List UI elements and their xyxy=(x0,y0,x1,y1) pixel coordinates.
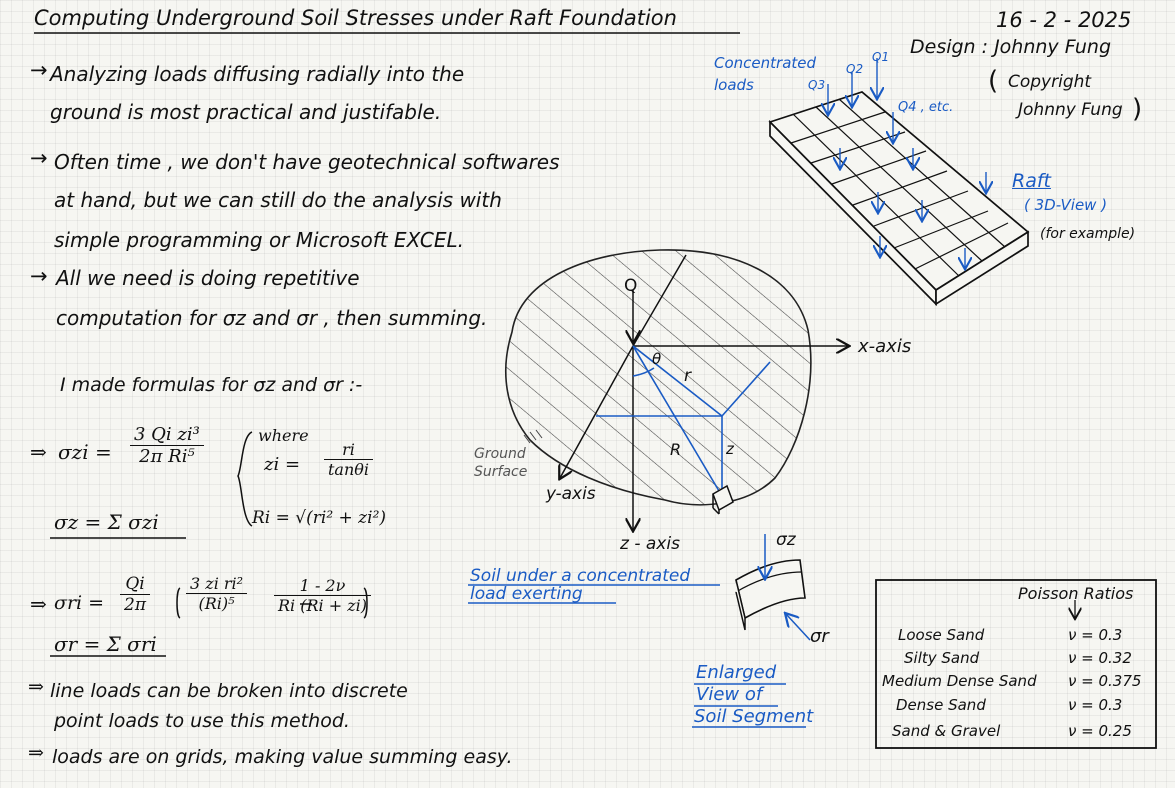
poisson-row-5-soil: Sand & Gravel xyxy=(892,722,1001,740)
poisson-row-1-value: ν = 0.3 xyxy=(1068,626,1123,644)
sigma-ri-coef xyxy=(120,574,150,615)
segment-sigma-z: σz xyxy=(776,530,796,550)
bullet2-line2: at hand, but we can still do the analysis with xyxy=(54,188,502,212)
ri-formula: Ri = √(ri² + zi²) xyxy=(252,508,387,528)
x-axis-label: x-axis xyxy=(858,336,912,357)
copyright-line2: Johnny Fung xyxy=(1018,100,1123,120)
enlarged-segment xyxy=(736,534,810,640)
paren-right: ) xyxy=(1132,94,1143,124)
poisson-row-3-soil: Medium Dense Sand xyxy=(882,672,1037,690)
theta-label: θ xyxy=(652,350,662,368)
bullet-arrow-2: → xyxy=(30,146,48,170)
q1-label: Q1 xyxy=(872,50,890,64)
bullet2-line3: simple programming or Microsoft EXCEL. xyxy=(54,228,465,252)
term2-num: 1 - 2ν xyxy=(274,576,371,596)
bullet-arrow-3: → xyxy=(30,264,48,288)
sigma-z-sum: σz = Σ σzi xyxy=(54,510,159,534)
note1-line2: point loads to use this method. xyxy=(54,710,350,732)
implies-2: ⇒ xyxy=(30,592,47,616)
poisson-row-5-value: ν = 0.25 xyxy=(1068,722,1132,740)
sigma-ri-term2 xyxy=(274,576,371,615)
segment-caption-1: Enlarged xyxy=(696,662,777,683)
raft-example-label: (for example) xyxy=(1040,226,1136,242)
concentrated-loads-label-1: Concentrated xyxy=(714,54,817,72)
poisson-title: Poisson Ratios xyxy=(1018,584,1134,603)
implies-3: ⇒ xyxy=(28,676,44,698)
sigma-ri-coef-num: Qi xyxy=(120,574,150,595)
designer: Design : Johnny Fung xyxy=(910,36,1112,58)
note1-line1: line loads can be broken into discrete xyxy=(50,680,408,702)
soil-caption-2: load exerting xyxy=(470,584,583,604)
sigma-zi-fraction xyxy=(130,424,204,467)
term1-num: 3 zi ri² xyxy=(186,574,247,594)
sigma-zi-denominator: 2π Ri⁵ xyxy=(139,446,195,467)
bullet-arrow-1: → xyxy=(30,58,48,82)
poisson-row-1-soil: Loose Sand xyxy=(898,626,985,644)
q-label: Q xyxy=(624,276,638,296)
soil-mass xyxy=(506,250,811,505)
sigma-zi-lhs: σzi = xyxy=(58,440,112,464)
bullet1-line1: Analyzing loads diffusing radially into the xyxy=(50,62,465,86)
bullet2-line1: Often time , we don't have geotechnical softwares xyxy=(54,150,560,174)
bullet3-line1: All we need is doing repetitive xyxy=(56,266,360,290)
r-label: r xyxy=(684,366,691,386)
R-label: R xyxy=(670,440,682,459)
bullet1-line2: ground is most practical and justifable. xyxy=(50,100,442,124)
ground-label-1: Ground xyxy=(474,446,526,462)
note2: loads are on grids, making value summing easy. xyxy=(52,746,513,768)
implies-1: ⇒ xyxy=(30,440,47,464)
ground-label-2: Surface xyxy=(474,464,528,480)
poisson-row-2-value: ν = 0.32 xyxy=(1068,649,1132,667)
zi-lhs: zi = xyxy=(264,454,301,475)
poisson-row-3-value: ν = 0.375 xyxy=(1068,672,1142,690)
copyright-line1: Copyright xyxy=(1008,72,1092,92)
segment-caption-3: Soil Segment xyxy=(694,706,814,727)
y-axis-label: y-axis xyxy=(546,484,596,504)
formulas-intro: I made formulas for σz and σr :- xyxy=(60,374,363,396)
sigma-ri-coef-den: 2π xyxy=(124,595,146,615)
poisson-row-4-soil: Dense Sand xyxy=(896,696,986,714)
q2-label: Q2 xyxy=(846,62,864,76)
segment-sigma-r: σr xyxy=(810,626,829,647)
zi-denominator: tanθi xyxy=(328,460,370,479)
q3-label: Q3 xyxy=(808,78,826,92)
raft-view-label: ( 3D-View ) xyxy=(1024,196,1108,214)
sigma-zi-numerator: 3 Qi zi³ xyxy=(130,424,204,446)
sigma-r-sum: σr = Σ σri xyxy=(54,632,157,656)
where-label: where xyxy=(258,426,309,445)
poisson-row-2-soil: Silty Sand xyxy=(904,649,980,667)
paren-left: ( xyxy=(988,66,999,96)
concentrated-loads-label-2: loads xyxy=(714,76,754,94)
zi-fraction xyxy=(324,440,373,479)
soil-caption-1: Soil under a concentrated xyxy=(470,566,691,586)
z-axis-label: z - axis xyxy=(620,534,680,554)
z-label: z xyxy=(726,440,734,458)
term2-den: Ri (Ri + zi) xyxy=(278,596,368,615)
q4-label: Q4 , etc. xyxy=(898,100,954,115)
bullet3-line2: computation for σz and σr , then summing. xyxy=(56,306,488,330)
implies-4: ⇒ xyxy=(28,742,44,764)
page-title: Computing Underground Soil Stresses under Raft Foundation xyxy=(34,6,677,30)
term1-den: (Ri)⁵ xyxy=(198,594,235,613)
sigma-ri-term1 xyxy=(186,574,247,613)
date: 16 - 2 - 2025 xyxy=(996,8,1132,32)
poisson-row-4-value: ν = 0.3 xyxy=(1068,696,1123,714)
raft-label: Raft xyxy=(1012,170,1051,192)
segment-caption-2: View of xyxy=(696,684,763,705)
zi-numerator: ri xyxy=(324,440,373,460)
sigma-ri-lhs: σri = xyxy=(54,592,105,614)
